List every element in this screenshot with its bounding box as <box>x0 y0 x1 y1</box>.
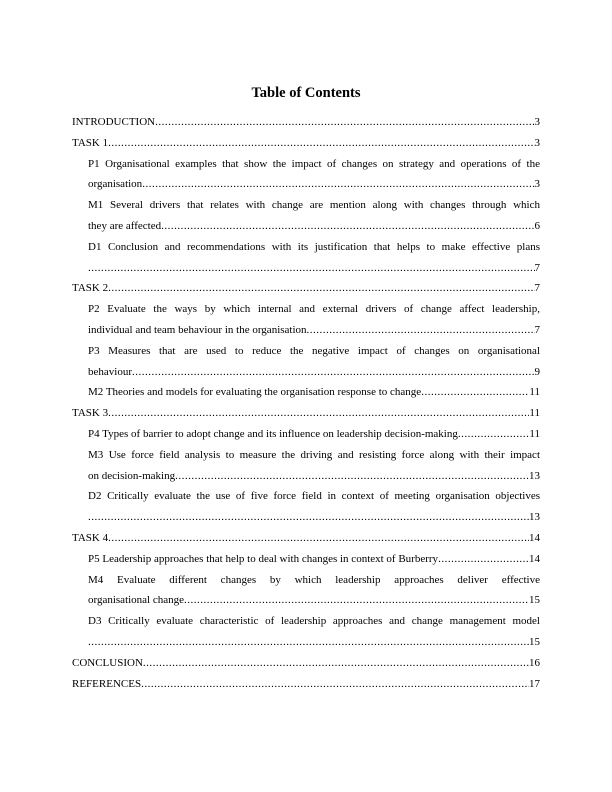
toc-entry-text: behaviour <box>88 365 132 378</box>
toc-page-number: 16 <box>529 656 540 669</box>
dot-leader <box>108 133 534 154</box>
dot-leader <box>421 382 529 403</box>
toc-entry-text: INTRODUCTION <box>72 116 156 128</box>
toc-page-number: 9 <box>534 365 540 378</box>
toc-subentry[interactable] <box>72 341 540 383</box>
toc-title: Table of Contents <box>251 85 361 101</box>
toc-entry-text: P3 Measures that are used to reduce the negative impact of changes on organisational <box>88 344 540 357</box>
toc-subentry[interactable] <box>72 570 540 612</box>
toc-subentry[interactable] <box>72 237 540 279</box>
toc-entry-text: REFERENCES <box>72 677 142 690</box>
toc-entry-text: they are affected <box>88 219 162 232</box>
toc-entry-text: CONCLUSION <box>72 656 143 669</box>
toc-entry-text: P5 Leadership approaches that help to deal with changes in context of Burberry <box>88 552 439 565</box>
toc-subentry[interactable] <box>72 154 540 196</box>
toc-page-number: 7 <box>534 282 540 295</box>
dot-leader <box>142 174 534 195</box>
dot-leader <box>143 653 529 674</box>
toc-page-number: 6 <box>534 219 540 232</box>
dot-leader <box>155 112 534 133</box>
toc-subentry[interactable] <box>72 549 540 570</box>
toc-page-number: 14 <box>529 531 540 544</box>
dot-leader <box>161 216 534 237</box>
dot-leader <box>175 466 529 487</box>
toc-page-number: 11 <box>529 407 540 420</box>
dot-leader <box>141 674 529 695</box>
toc-entry-text: M3 Use force field analysis to measure the driving and resisting force along with their impact <box>88 448 540 461</box>
dot-leader <box>88 507 529 528</box>
toc-entry-text: D3 Critically evaluate characteristic of leadership approaches and change management model <box>88 615 540 628</box>
dot-leader <box>88 258 535 279</box>
toc-subentry[interactable] <box>72 299 540 341</box>
toc-page-number: 17 <box>529 677 540 690</box>
toc-page-number: 3 <box>534 116 540 128</box>
toc-entry-text: D1 Conclusion and recommendations with its justification that helps to make effective plans <box>88 240 540 253</box>
toc-entry-text: P2 Evaluate the ways by which internal and external drivers of change affect leadership, <box>88 303 540 316</box>
dot-leader <box>132 362 535 383</box>
toc-entry-text: individual and team behaviour in the organisation <box>88 323 307 336</box>
toc-entry[interactable] <box>72 278 540 299</box>
toc-entry[interactable] <box>72 112 540 133</box>
dot-leader <box>108 528 529 549</box>
toc-subentry[interactable] <box>72 382 540 403</box>
dot-leader <box>184 590 529 611</box>
toc-entry-text: TASK 3 <box>72 407 109 420</box>
toc-subentry[interactable] <box>72 424 540 445</box>
toc-page-number: 3 <box>534 136 540 149</box>
toc-page-number: 13 <box>529 469 540 482</box>
toc-entry-text: TASK 1 <box>72 136 109 149</box>
toc-entry-text: organisation <box>88 178 143 191</box>
dot-leader <box>108 403 529 424</box>
toc-entry-text: TASK 2 <box>72 282 109 295</box>
toc-page-number: 7 <box>534 261 540 274</box>
table-of-contents <box>72 112 540 694</box>
toc-entry[interactable] <box>72 528 540 549</box>
dot-leader <box>108 278 534 299</box>
toc-entry[interactable] <box>72 133 540 154</box>
toc-entry-text: M4 Evaluate different changes by which leadership approaches deliver effective <box>88 573 540 586</box>
dot-leader <box>307 320 535 341</box>
toc-subentry[interactable] <box>72 445 540 487</box>
toc-subentry[interactable] <box>72 195 540 237</box>
toc-entry-text: M1 Several drivers that relates with change are mention along with changes through which <box>88 199 540 212</box>
toc-entry-text: M2 Theories and models for evaluating the organisation response to change <box>88 386 422 399</box>
dot-leader <box>438 549 529 570</box>
toc-entry-text: D2 Critically evaluate the use of five force field in context of meeting organisation objectives <box>88 490 540 503</box>
dot-leader <box>88 632 529 653</box>
toc-entry[interactable] <box>72 653 540 674</box>
toc-page-number: 15 <box>529 594 540 607</box>
toc-subentry[interactable] <box>72 611 540 653</box>
toc-entry-text: on decision-making <box>88 469 176 482</box>
toc-page-number: 15 <box>529 635 540 648</box>
toc-page-number: 7 <box>534 323 540 336</box>
toc-page-number: 13 <box>529 511 540 524</box>
toc-entry[interactable] <box>72 674 540 695</box>
toc-entry-text: P1 Organisational examples that show the impact of changes on strategy and operations of the <box>88 157 540 170</box>
toc-entry-text: organisational change <box>88 594 185 607</box>
dot-leader <box>458 424 530 445</box>
toc-entry-text: P4 Types of barrier to adopt change and its influence on leadership decision-making <box>88 427 458 440</box>
toc-page-number: 11 <box>529 427 540 440</box>
toc-page-number: 11 <box>529 386 540 399</box>
toc-subentry[interactable] <box>72 486 540 528</box>
toc-page-number: 3 <box>534 178 540 191</box>
toc-page-number: 14 <box>529 552 540 565</box>
toc-entry[interactable] <box>72 403 540 424</box>
toc-entry-text: TASK 4 <box>72 531 109 544</box>
